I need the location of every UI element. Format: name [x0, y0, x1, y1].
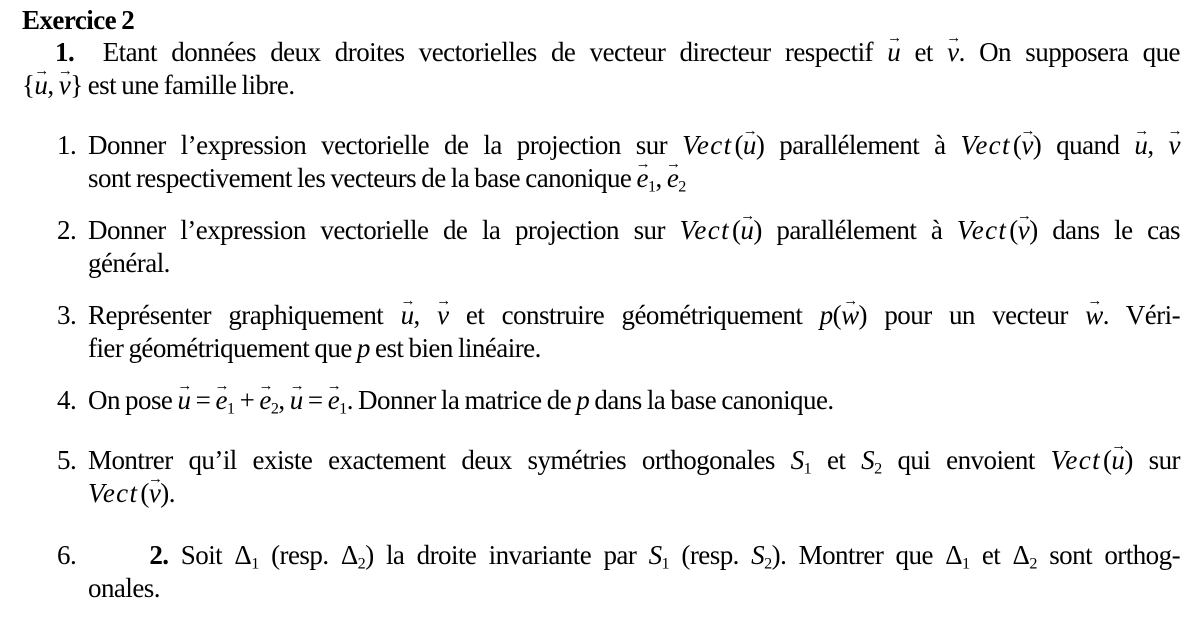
- text-line: [88, 247, 1180, 280]
- text-run: qui envoient: [881, 445, 1051, 475]
- text-run: et construire géométriquement: [448, 300, 820, 330]
- subscript: 1: [226, 399, 235, 418]
- text-run: Δ: [945, 540, 963, 570]
- text-run: Vect: [960, 130, 1011, 160]
- text-run: } est une famille libre.: [70, 70, 295, 100]
- text-run: Représenter graphiquement: [88, 300, 401, 330]
- text-run: ,: [1147, 130, 1169, 160]
- vector-v: → v: [1169, 132, 1180, 159]
- text-line: [88, 477, 1180, 510]
- text-run: (: [140, 478, 149, 508]
- item-body: [88, 384, 1180, 417]
- text-run: ,: [655, 163, 667, 193]
- item-body: [88, 214, 1180, 280]
- text-run: Donner l’expression vectorielle de la projection sur: [88, 130, 683, 160]
- list-item: [22, 214, 1180, 280]
- subscript: 2: [357, 554, 366, 573]
- text-run: ). Montrer que: [771, 540, 946, 570]
- vector-u: → u: [1134, 132, 1147, 159]
- text-run: (: [832, 300, 842, 330]
- text-run: Soit: [168, 540, 235, 570]
- vector-e: → e: [259, 387, 270, 414]
- text-run: S: [751, 540, 765, 570]
- text-run: Δ: [1012, 540, 1030, 570]
- list-item: [22, 129, 1180, 195]
- vector-w: → w: [1085, 302, 1102, 329]
- subscript: 1: [251, 554, 259, 573]
- text-run: Vect: [88, 478, 139, 508]
- text-run: sont respectivement les vecteurs de la base canonique: [88, 163, 637, 193]
- subscript: 2: [764, 554, 772, 573]
- item-body: [88, 444, 1180, 510]
- text-run: ,: [413, 300, 438, 330]
- item-number: 1.: [57, 130, 77, 160]
- vector-u: → u: [290, 387, 303, 414]
- item-body: [88, 129, 1180, 195]
- text-line: [88, 299, 1180, 332]
- text-run: ,: [278, 385, 290, 415]
- text-run: 1.: [55, 37, 75, 67]
- subscript: 1: [647, 177, 656, 196]
- vector-v: → v: [947, 39, 958, 66]
- text-run: Δ: [234, 540, 252, 570]
- text-run: On pose: [88, 385, 178, 415]
- item-body: [88, 539, 1180, 605]
- text-run: {: [22, 70, 35, 100]
- text-run: Etant données deux droites vectorielles de vecteur directeur respectif: [74, 37, 888, 67]
- text-run: (: [1009, 215, 1018, 245]
- item-number: 2.: [57, 215, 77, 245]
- text-run: (resp.: [669, 540, 752, 570]
- text-run: Vect: [956, 215, 1008, 245]
- vector-v: → v: [1018, 217, 1029, 244]
- text-run: . Véri-: [1102, 300, 1181, 330]
- text-run: +: [234, 385, 260, 415]
- item-body: [88, 299, 1180, 365]
- text-run: p: [356, 333, 370, 363]
- text-run: sont orthog-: [1036, 540, 1181, 570]
- vector-u: → u: [34, 72, 47, 99]
- vector-u: → u: [887, 39, 900, 66]
- text-run: Vect: [1050, 445, 1101, 475]
- subscript: 2: [874, 459, 882, 478]
- list-item: [22, 539, 1180, 605]
- text-run: général.: [88, 248, 170, 278]
- subscript: 1: [339, 399, 347, 418]
- vector-e: → e: [215, 387, 226, 414]
- vector-u: → u: [740, 217, 753, 244]
- subscript: 1: [962, 554, 970, 573]
- list-item: [22, 444, 1180, 510]
- text-run: (: [731, 215, 741, 245]
- vector-u: → u: [743, 132, 756, 159]
- text-run: onales.: [88, 573, 160, 603]
- text-run: et: [811, 445, 862, 475]
- text-run: S: [861, 445, 875, 475]
- text-run: =: [190, 385, 216, 415]
- text-line: [88, 444, 1180, 477]
- list-item: [22, 384, 1180, 417]
- text-run: . On supposera que: [958, 37, 1181, 67]
- item-number: 5.: [57, 445, 77, 475]
- text-line: [88, 214, 1180, 247]
- text-run: ) pour un vecteur: [858, 300, 1086, 330]
- text-line: [88, 162, 1180, 195]
- vector-v: → v: [437, 302, 448, 329]
- vector-e: → e: [328, 387, 339, 414]
- text-line: [88, 384, 1180, 417]
- text-run: =: [302, 385, 328, 415]
- text-line: [22, 69, 1180, 102]
- item-number: 3.: [57, 300, 77, 330]
- text-run: Vect: [679, 215, 730, 245]
- text-run: (: [734, 130, 743, 160]
- text-run: Vect: [682, 130, 733, 160]
- vector-v: → v: [1021, 132, 1032, 159]
- text-run: Montrer qu’il existe exactement deux symétries orthogonales: [88, 445, 791, 475]
- exercise-title: Exercice 2: [22, 5, 135, 35]
- vector-w: → w: [841, 302, 858, 329]
- text-line: [88, 129, 1180, 162]
- text-run: Donner l’expression vectorielle de la projection sur: [88, 215, 680, 245]
- text-line: [88, 539, 1180, 572]
- text-run: S: [648, 540, 662, 570]
- vector-v: → v: [149, 480, 160, 507]
- subscript: 2: [270, 399, 279, 418]
- text-run: est bien linéaire.: [369, 333, 541, 363]
- vector-u: → u: [1111, 447, 1124, 474]
- text-run: et: [900, 37, 948, 67]
- list-item: [22, 299, 1180, 365]
- text-run: (: [1102, 445, 1112, 475]
- text-line: [22, 36, 1180, 69]
- text-run: [88, 540, 149, 570]
- text-run: p: [819, 300, 833, 330]
- text-line: [88, 332, 1180, 365]
- vector-u: → u: [178, 387, 191, 414]
- question-list: [22, 129, 1180, 605]
- text-run: ) quand: [1032, 130, 1135, 160]
- text-run: ) dans le cas: [1029, 215, 1180, 245]
- subscript: 1: [803, 459, 812, 478]
- text-run: et: [969, 540, 1013, 570]
- item-number: 4.: [57, 385, 77, 415]
- text-run: ,: [47, 70, 59, 100]
- text-run: dans la base canonique.: [589, 385, 834, 415]
- vector-e: → e: [636, 165, 647, 192]
- text-run: ) la droite invariante par: [365, 540, 649, 570]
- item-number: 6.: [57, 540, 77, 570]
- subscript: 2: [1029, 554, 1037, 573]
- text-run: (resp.: [258, 540, 341, 570]
- text-run: ) sur: [1124, 445, 1180, 475]
- text-line: [88, 572, 1180, 605]
- text-run: (: [1012, 130, 1022, 160]
- vector-v: → v: [59, 72, 70, 99]
- text-run: ) parallélement à: [755, 130, 961, 160]
- text-run: ) parallélement à: [753, 215, 957, 245]
- vector-u: → u: [401, 302, 414, 329]
- text-run: 2.: [149, 540, 169, 570]
- intro-paragraph: [22, 36, 1180, 102]
- text-run: ).: [160, 478, 175, 508]
- subscript: 1: [661, 554, 670, 573]
- vector-e: → e: [667, 165, 678, 192]
- text-run: S: [790, 445, 804, 475]
- subscript: 2: [678, 177, 686, 196]
- text-run: p: [576, 385, 590, 415]
- text-run: . Donner la matrice de: [346, 385, 577, 415]
- text-run: Δ: [340, 540, 358, 570]
- text-run: fier géométriquement que: [88, 333, 357, 363]
